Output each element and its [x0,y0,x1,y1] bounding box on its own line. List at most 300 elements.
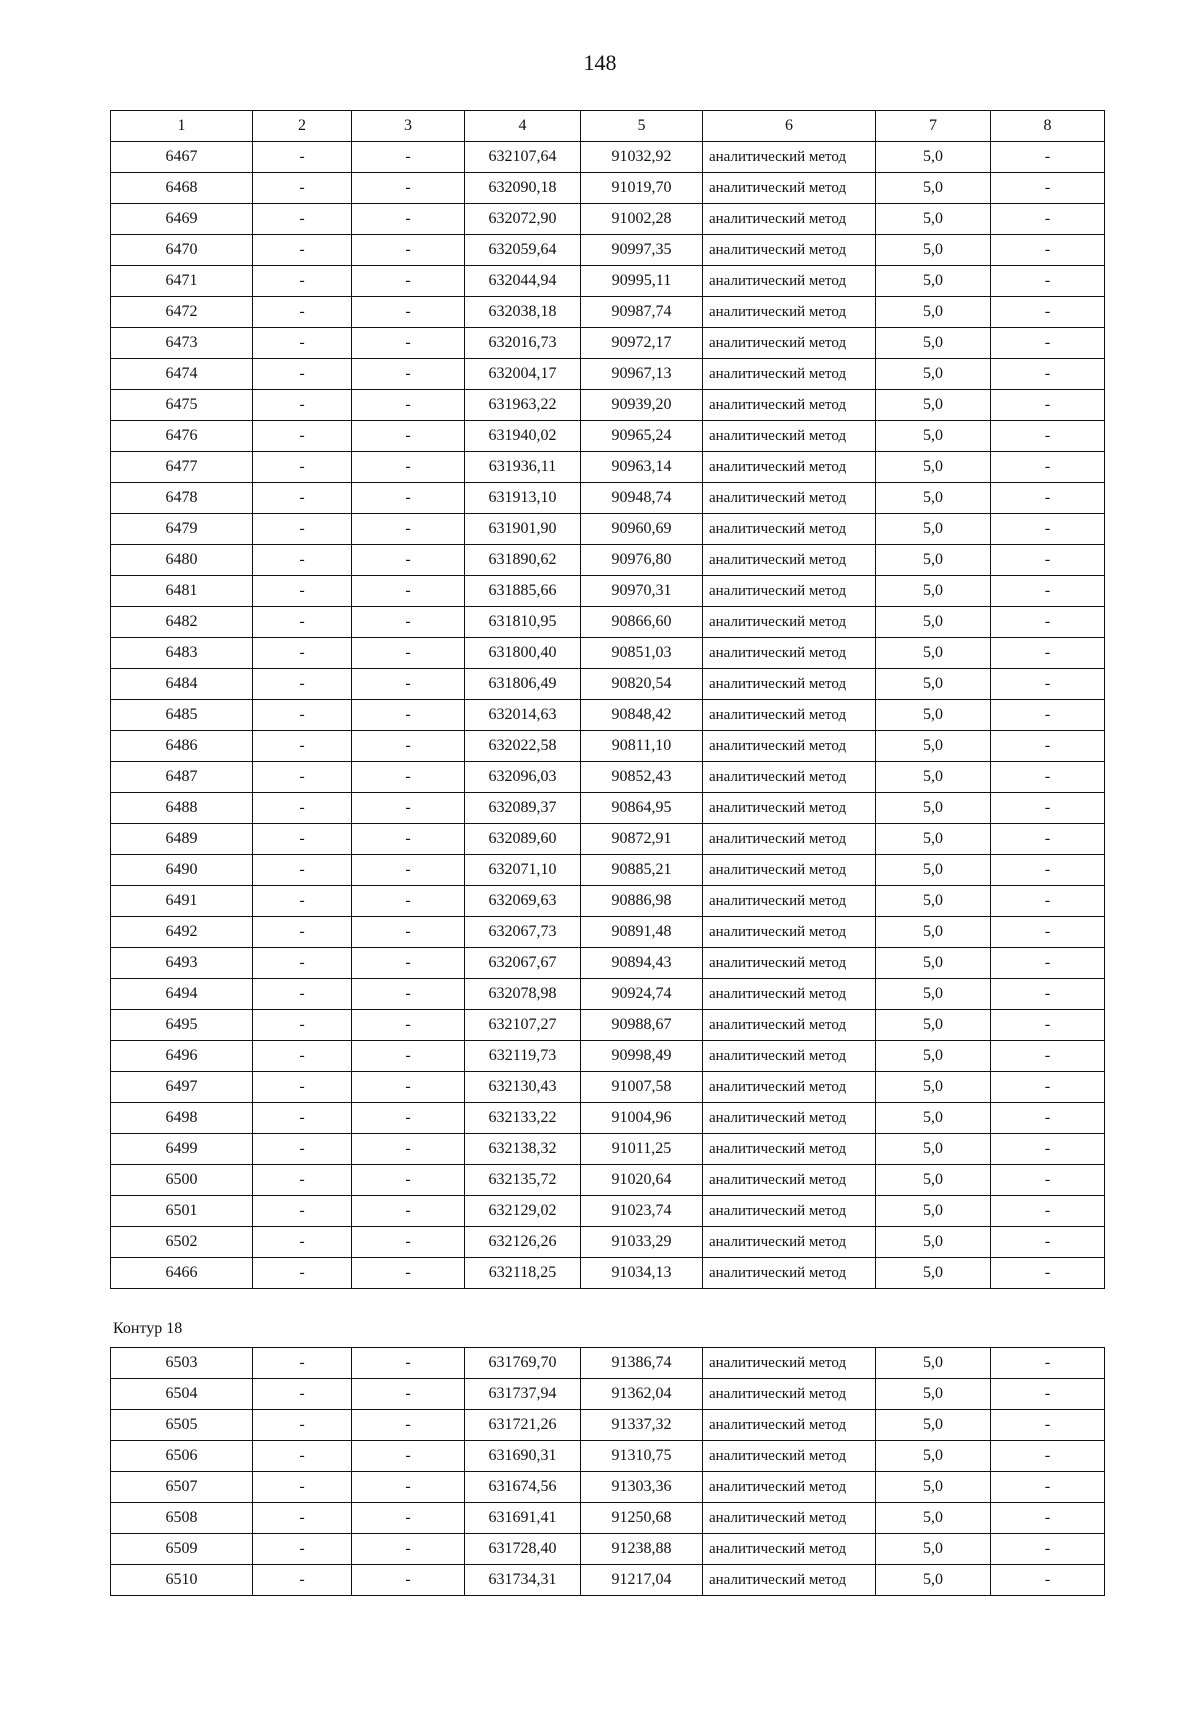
table-cell-col-1: 6482 [111,607,253,638]
table-cell-col-7: 5,0 [876,979,991,1010]
table-row [111,1565,1105,1596]
table-cell-col-2: - [253,483,352,514]
table-row [111,390,1105,421]
table-cell-col-1: 6468 [111,173,253,204]
table-cell-col-1: 6505 [111,1410,253,1441]
table-cell-col-8: - [991,731,1105,762]
table-row [111,1258,1105,1289]
table-cell-col-7: 5,0 [876,793,991,824]
table-cell-col-7: 5,0 [876,731,991,762]
table-cell-col-1: 6488 [111,793,253,824]
table-cell-col-8: - [991,1410,1105,1441]
table-cell-col-6: аналитический метод [703,545,876,576]
table-cell-col-3: - [352,359,465,390]
table-cell-col-7: 5,0 [876,638,991,669]
table-cell-col-3: - [352,1410,465,1441]
table-cell-col-8: - [991,452,1105,483]
table-cell-col-1: 6503 [111,1348,253,1379]
table-cell-col-2: - [253,638,352,669]
table-cell-col-6: аналитический метод [703,855,876,886]
table-row [111,1134,1105,1165]
table-cell-col-7: 5,0 [876,1379,991,1410]
table-cell-col-3: - [352,979,465,1010]
table-cell-col-3: - [352,886,465,917]
table-cell-col-7: 5,0 [876,390,991,421]
table-cell-col-5: 90976,80 [581,545,703,576]
table-row [111,142,1105,173]
table-cell-col-4: 632133,22 [465,1103,581,1134]
table-cell-col-5: 90960,69 [581,514,703,545]
table-cell-col-3: - [352,1503,465,1534]
table-cell-col-6: аналитический метод [703,1258,876,1289]
table-cell-col-6: аналитический метод [703,669,876,700]
table-cell-col-2: - [253,1010,352,1041]
table-cell-col-3: - [352,1258,465,1289]
table-cell-col-6: аналитический метод [703,793,876,824]
table-cell-col-4: 631728,40 [465,1534,581,1565]
table-cell-col-8: - [991,917,1105,948]
table-cell-col-2: - [253,266,352,297]
table-cell-col-2: - [253,1472,352,1503]
table-cell-col-2: - [253,545,352,576]
table-cell-col-8: - [991,390,1105,421]
table-cell-col-1: 6498 [111,1103,253,1134]
table-cell-col-5: 91238,88 [581,1534,703,1565]
table-cell-col-4: 632044,94 [465,266,581,297]
table-cell-col-2: - [253,1072,352,1103]
table-cell-col-4: 631936,11 [465,452,581,483]
table-cell-col-4: 631890,62 [465,545,581,576]
table-cell-col-4: 631885,66 [465,576,581,607]
table-cell-col-1: 6484 [111,669,253,700]
table-cell-col-1: 6493 [111,948,253,979]
table-row [111,1103,1105,1134]
table-cell-col-6: аналитический метод [703,979,876,1010]
table-cell-col-7: 5,0 [876,1134,991,1165]
table-cell-col-4: 632078,98 [465,979,581,1010]
table-cell-col-4: 632059,64 [465,235,581,266]
table-cell-col-7: 5,0 [876,452,991,483]
table-cell-col-5: 90820,54 [581,669,703,700]
table-cell-col-4: 632089,37 [465,793,581,824]
table-cell-col-7: 5,0 [876,142,991,173]
table-cell-col-2: - [253,1410,352,1441]
table-cell-col-3: - [352,545,465,576]
table-cell-col-3: - [352,1227,465,1258]
table-cell-col-5: 91386,74 [581,1348,703,1379]
coordinates-table [110,110,1105,1289]
table-cell-col-6: аналитический метод [703,824,876,855]
table-cell-col-5: 90886,98 [581,886,703,917]
table-row [111,1410,1105,1441]
table-row [111,1227,1105,1258]
table-cell-col-8: - [991,204,1105,235]
table-cell-col-2: - [253,700,352,731]
table-cell-col-3: - [352,142,465,173]
table-cell-col-2: - [253,1379,352,1410]
table-cell-col-1: 6509 [111,1534,253,1565]
table-cell-col-5: 91032,92 [581,142,703,173]
table-cell-col-8: - [991,1503,1105,1534]
table-cell-col-1: 6489 [111,824,253,855]
table-cell-col-3: - [352,824,465,855]
page-number: 148 [583,50,617,75]
table-cell-col-8: - [991,824,1105,855]
table-cell-col-1: 6492 [111,917,253,948]
table-cell-col-3: - [352,1165,465,1196]
table-cell-col-6: аналитический метод [703,1410,876,1441]
header-cell-3: 3 [352,111,465,142]
table-cell-col-2: - [253,1041,352,1072]
table-cell-col-8: - [991,359,1105,390]
table-cell-col-8: - [991,1227,1105,1258]
table-row [111,421,1105,452]
table-cell-col-8: - [991,173,1105,204]
table-cell-col-6: аналитический метод [703,1472,876,1503]
table-cell-col-2: - [253,1196,352,1227]
table-cell-col-5: 90924,74 [581,979,703,1010]
table-cell-col-1: 6471 [111,266,253,297]
table-cell-col-1: 6485 [111,700,253,731]
table-cell-col-2: - [253,452,352,483]
table-cell-col-8: - [991,669,1105,700]
table-cell-col-7: 5,0 [876,1165,991,1196]
table-cell-col-8: - [991,793,1105,824]
table-cell-col-8: - [991,638,1105,669]
table-cell-col-8: - [991,1348,1105,1379]
table-cell-col-4: 632016,73 [465,328,581,359]
table-cell-col-6: аналитический метод [703,390,876,421]
table-cell-col-4: 632038,18 [465,297,581,328]
table-cell-col-4: 632130,43 [465,1072,581,1103]
table-cell-col-8: - [991,545,1105,576]
table-cell-col-1: 6473 [111,328,253,359]
table-cell-col-7: 5,0 [876,483,991,514]
table-cell-col-4: 632096,03 [465,762,581,793]
table-cell-col-4: 632135,72 [465,1165,581,1196]
table-cell-col-6: аналитический метод [703,762,876,793]
table-cell-col-3: - [352,576,465,607]
header-cell-4: 4 [465,111,581,142]
table-cell-col-7: 5,0 [876,1565,991,1596]
table-cell-col-3: - [352,948,465,979]
table-cell-col-7: 5,0 [876,1534,991,1565]
table-cell-col-3: - [352,793,465,824]
table-cell-col-8: - [991,1041,1105,1072]
table-cell-col-3: - [352,855,465,886]
table-cell-col-1: 6510 [111,1565,253,1596]
table-cell-col-6: аналитический метод [703,142,876,173]
table-row [111,669,1105,700]
table-cell-col-3: - [352,452,465,483]
table-cell-col-4: 632118,25 [465,1258,581,1289]
table-row [111,948,1105,979]
table-row [111,204,1105,235]
table-cell-col-7: 5,0 [876,545,991,576]
header-cell-2: 2 [253,111,352,142]
table-row [111,1041,1105,1072]
table-cell-col-7: 5,0 [876,1503,991,1534]
table-cell-col-4: 631901,90 [465,514,581,545]
table-cell-col-2: - [253,390,352,421]
table-cell-col-8: - [991,483,1105,514]
table-cell-col-5: 90939,20 [581,390,703,421]
table-cell-col-8: - [991,1103,1105,1134]
table-cell-col-3: - [352,421,465,452]
table-row [111,1348,1105,1379]
table-cell-col-7: 5,0 [876,948,991,979]
table-cell-col-2: - [253,235,352,266]
table-cell-col-3: - [352,1103,465,1134]
table-cell-col-3: - [352,1379,465,1410]
table-cell-col-3: - [352,762,465,793]
table-row [111,1196,1105,1227]
table-cell-col-2: - [253,1134,352,1165]
table-row [111,700,1105,731]
table-cell-col-7: 5,0 [876,1258,991,1289]
table-cell-col-6: аналитический метод [703,1072,876,1103]
table-cell-col-3: - [352,1534,465,1565]
table-cell-col-3: - [352,1134,465,1165]
table-cell-col-8: - [991,1472,1105,1503]
table-cell-col-5: 91023,74 [581,1196,703,1227]
table-cell-col-6: аналитический метод [703,1103,876,1134]
table-cell-col-1: 6507 [111,1472,253,1503]
table-cell-col-8: - [991,421,1105,452]
table-cell-col-5: 91217,04 [581,1565,703,1596]
table-cell-col-5: 90811,10 [581,731,703,762]
table-cell-col-2: - [253,1165,352,1196]
table-cell-col-5: 90948,74 [581,483,703,514]
table-cell-col-5: 90852,43 [581,762,703,793]
header-cell-5: 5 [581,111,703,142]
table-cell-col-5: 91020,64 [581,1165,703,1196]
table-row [111,1472,1105,1503]
table-cell-col-7: 5,0 [876,576,991,607]
table-cell-col-4: 632067,67 [465,948,581,979]
table-cell-col-8: - [991,1196,1105,1227]
table-row [111,266,1105,297]
table-cell-col-6: аналитический метод [703,1441,876,1472]
table-cell-col-4: 632071,10 [465,855,581,886]
table-cell-col-8: - [991,1010,1105,1041]
table-cell-col-3: - [352,328,465,359]
table-cell-col-5: 90972,17 [581,328,703,359]
table-row [111,793,1105,824]
header-cell-1: 1 [111,111,253,142]
table-cell-col-7: 5,0 [876,328,991,359]
table-cell-col-6: аналитический метод [703,297,876,328]
table-cell-col-7: 5,0 [876,1410,991,1441]
table-cell-col-7: 5,0 [876,762,991,793]
table-cell-col-1: 6478 [111,483,253,514]
table-cell-col-7: 5,0 [876,1103,991,1134]
table-row [111,483,1105,514]
table-cell-col-2: - [253,793,352,824]
table-cell-col-4: 631734,31 [465,1565,581,1596]
table-cell-col-7: 5,0 [876,855,991,886]
table-cell-col-1: 6486 [111,731,253,762]
table-cell-col-8: - [991,855,1105,886]
table-cell-col-4: 631810,95 [465,607,581,638]
table-cell-col-5: 90967,13 [581,359,703,390]
table-cell-col-1: 6490 [111,855,253,886]
table-cell-col-6: аналитический метод [703,1227,876,1258]
table-cell-col-5: 90970,31 [581,576,703,607]
table-cell-col-6: аналитический метод [703,452,876,483]
table-cell-col-2: - [253,824,352,855]
table-cell-col-4: 632090,18 [465,173,581,204]
table-cell-col-1: 6481 [111,576,253,607]
table-cell-col-5: 91250,68 [581,1503,703,1534]
table-cell-col-6: аналитический метод [703,1010,876,1041]
table-cell-col-5: 91337,32 [581,1410,703,1441]
table-cell-col-7: 5,0 [876,1472,991,1503]
table-cell-col-4: 632014,63 [465,700,581,731]
table-cell-col-5: 91034,13 [581,1258,703,1289]
table-cell-col-6: аналитический метод [703,948,876,979]
table-cell-col-6: аналитический метод [703,204,876,235]
table-cell-col-2: - [253,514,352,545]
table-cell-col-5: 90987,74 [581,297,703,328]
table-row [111,452,1105,483]
table-cell-col-8: - [991,700,1105,731]
table-cell-col-2: - [253,1565,352,1596]
table-cell-col-6: аналитический метод [703,886,876,917]
table-cell-col-5: 90866,60 [581,607,703,638]
table-cell-col-5: 90988,67 [581,1010,703,1041]
table-cell-col-2: - [253,731,352,762]
table-cell-col-7: 5,0 [876,917,991,948]
table-cell-col-6: аналитический метод [703,421,876,452]
table-cell-col-2: - [253,1258,352,1289]
table-cell-col-3: - [352,607,465,638]
table-cell-col-4: 631691,41 [465,1503,581,1534]
contour-label: Контур 18 [113,1320,183,1337]
table-cell-col-7: 5,0 [876,824,991,855]
table-cell-col-4: 632138,32 [465,1134,581,1165]
table-cell-col-4: 632004,17 [465,359,581,390]
table-row [111,824,1105,855]
table-cell-col-2: - [253,328,352,359]
table-cell-col-4: 631913,10 [465,483,581,514]
table-cell-col-1: 6504 [111,1379,253,1410]
table-cell-col-8: - [991,142,1105,173]
table-cell-col-1: 6476 [111,421,253,452]
table-cell-col-1: 6502 [111,1227,253,1258]
table-row [111,762,1105,793]
table-cell-col-6: аналитический метод [703,173,876,204]
table-cell-col-3: - [352,1041,465,1072]
table-row [111,1072,1105,1103]
table-cell-col-6: аналитический метод [703,731,876,762]
table-cell-col-2: - [253,204,352,235]
table-cell-col-4: 631806,49 [465,669,581,700]
table-cell-col-1: 6500 [111,1165,253,1196]
table-cell-col-5: 90848,42 [581,700,703,731]
table-row [111,359,1105,390]
header-cell-8: 8 [991,111,1105,142]
table-row [111,328,1105,359]
table-cell-col-8: - [991,297,1105,328]
table-cell-col-6: аналитический метод [703,1348,876,1379]
table-cell-col-3: - [352,514,465,545]
table-row [111,855,1105,886]
table-cell-col-5: 90963,14 [581,452,703,483]
table-cell-col-4: 632126,26 [465,1227,581,1258]
table-cell-col-2: - [253,855,352,886]
header-cell-7: 7 [876,111,991,142]
table-cell-col-7: 5,0 [876,1010,991,1041]
table-cell-col-4: 632067,73 [465,917,581,948]
table-cell-col-7: 5,0 [876,1348,991,1379]
table-cell-col-7: 5,0 [876,1227,991,1258]
table-cell-col-4: 631800,40 [465,638,581,669]
table-cell-col-1: 6501 [111,1196,253,1227]
table-cell-col-2: - [253,359,352,390]
table-cell-col-5: 91033,29 [581,1227,703,1258]
table-cell-col-7: 5,0 [876,700,991,731]
table-cell-col-1: 6495 [111,1010,253,1041]
table-cell-col-5: 91004,96 [581,1103,703,1134]
table-cell-col-1: 6506 [111,1441,253,1472]
table-cell-col-1: 6470 [111,235,253,266]
table-cell-col-5: 90998,49 [581,1041,703,1072]
table-cell-col-2: - [253,762,352,793]
table-cell-col-4: 632107,64 [465,142,581,173]
table-cell-col-6: аналитический метод [703,1041,876,1072]
table-cell-col-3: - [352,700,465,731]
table-cell-col-8: - [991,979,1105,1010]
table-cell-col-8: - [991,1165,1105,1196]
table-cell-col-6: аналитический метод [703,1165,876,1196]
table-cell-col-3: - [352,1072,465,1103]
table-cell-col-2: - [253,1227,352,1258]
table-cell-col-6: аналитический метод [703,700,876,731]
table-cell-col-8: - [991,266,1105,297]
table-cell-col-5: 90997,35 [581,235,703,266]
table-cell-col-3: - [352,1472,465,1503]
table-cell-col-1: 6499 [111,1134,253,1165]
table-cell-col-2: - [253,1534,352,1565]
table-cell-col-5: 91019,70 [581,173,703,204]
table-cell-col-2: - [253,1348,352,1379]
table-cell-col-6: аналитический метод [703,235,876,266]
table-cell-col-2: - [253,173,352,204]
table-cell-col-3: - [352,1348,465,1379]
table-cell-col-3: - [352,1441,465,1472]
table-row [111,886,1105,917]
table-row [111,979,1105,1010]
table-cell-col-1: 6467 [111,142,253,173]
table-cell-col-3: - [352,297,465,328]
table-cell-col-1: 6487 [111,762,253,793]
table-cell-col-1: 6480 [111,545,253,576]
table-cell-col-3: - [352,917,465,948]
table-cell-col-5: 90851,03 [581,638,703,669]
table-cell-col-7: 5,0 [876,297,991,328]
table-cell-col-2: - [253,576,352,607]
table-cell-col-3: - [352,235,465,266]
table-cell-col-4: 632072,90 [465,204,581,235]
table-cell-col-4: 631940,02 [465,421,581,452]
table-cell-col-6: аналитический метод [703,576,876,607]
table-cell-col-8: - [991,1534,1105,1565]
table-cell-col-8: - [991,235,1105,266]
table-cell-col-2: - [253,421,352,452]
table-cell-col-7: 5,0 [876,359,991,390]
table-cell-col-3: - [352,266,465,297]
